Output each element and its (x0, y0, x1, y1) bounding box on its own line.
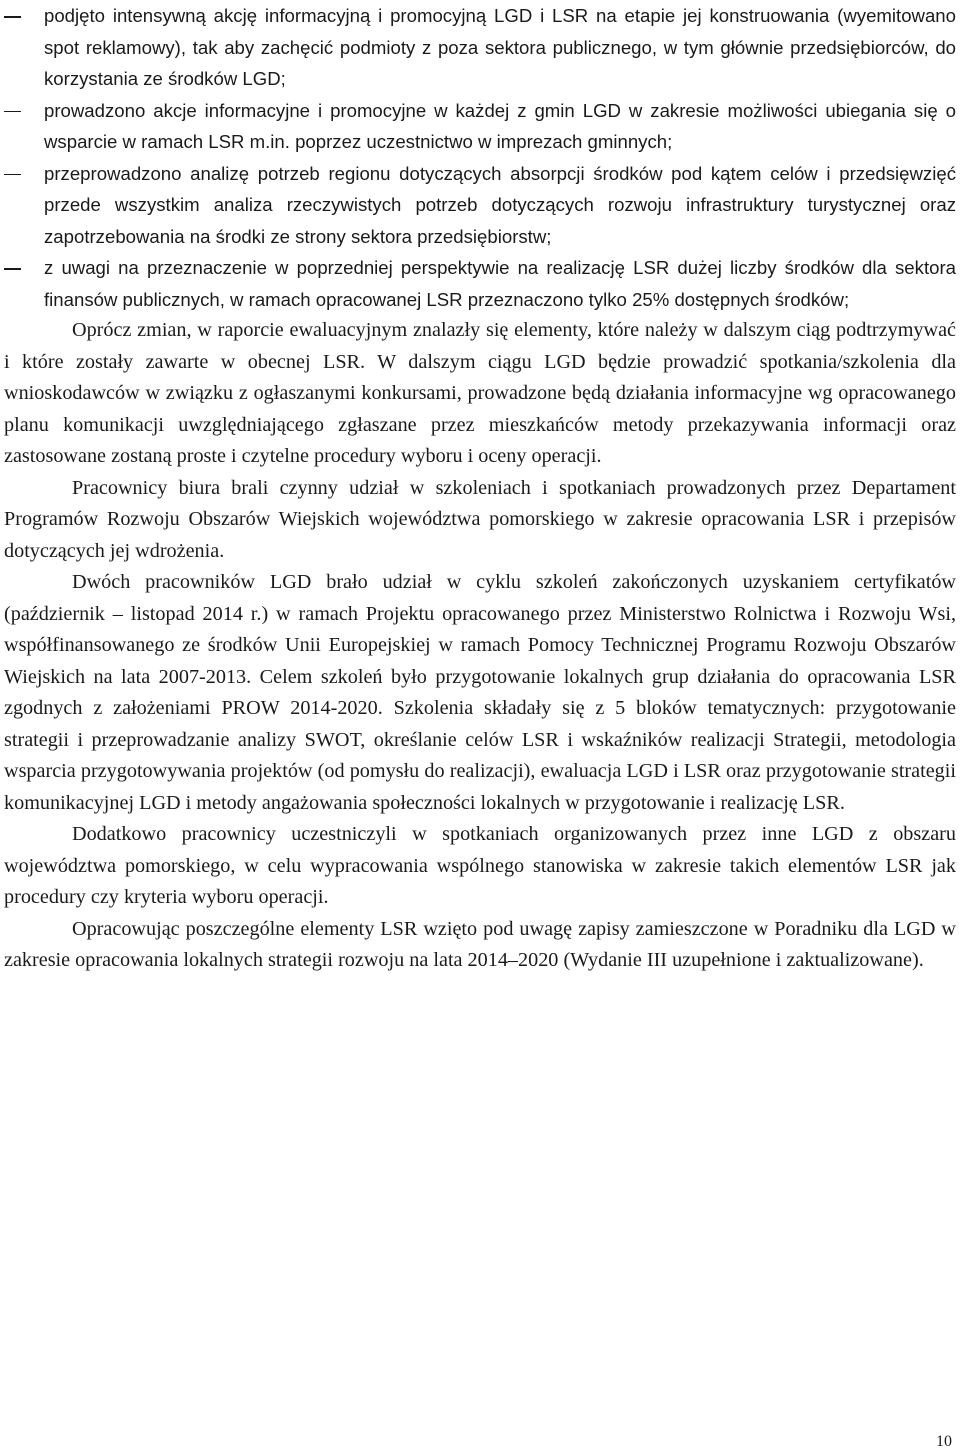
bullet-list (4, 0, 956, 315)
paragraph-meetings: Dodatkowo pracownicy uczestniczyli w spotkaniach organizowanych przez inne LGD z obszaru województwa pomorskiego, w celu wypracowania wspólnego stanowiska w zakresie takich elementów LSR jak procedury czy kryteria wyboru operacji. (4, 823, 956, 908)
paragraph-guide: Opracowując poszczególne elementy LSR wzięto pod uwagę zapisy zamieszczone w Poradniku dla LGD w zakresie opracowania lokalnych strategii rozwoju na lata 2014–2020 (Wydanie III uzupełnione i zaktualizowane). (4, 917, 956, 971)
paragraph-evaluation: Oprócz zmian, w raporcie ewaluacyjnym znalazły się elementy, które należy w dalszym ciąg podtrzymywać i które zostały zawarte w obecnej LSR. W dalszym ciągu LGD będzie prowadzić spotkania/szkolenia dla wnioskodawców w związku z ogłaszanymi konkursami, prowadzone będą działania informacyjne wg opracowanego planu komunikacji uwzględniającego zgłaszane przez mieszkańców metody przekazywania informacji oraz zastosowane zostaną proste i czytelne procedury wyboru i oceny operacji. (4, 319, 956, 467)
list-item-text: z uwagi na przeznaczenie w poprzedniej perspektywie na realizację LSR dużej liczby środków dla sektora finansów publicznych, w ramach opracowanej LSR przeznaczono tylko 25% dostępnych środków; (44, 257, 956, 310)
dash-bullet-icon (4, 268, 21, 270)
list-item (4, 0, 956, 95)
paragraph-office-staff: Pracownicy biura brali czynny udział w szkoleniach i spotkaniach prowadzonych przez Departament Programów Rozwoju Obszarów Wiejskich województwa pomorskiego w zakresie opracowania LSR i przepisów dotyczących jej wdrożenia. (4, 476, 956, 562)
document-page (4, 0, 956, 977)
dash-bullet-icon (4, 111, 21, 113)
list-item (4, 158, 956, 253)
list-item (4, 95, 956, 158)
dash-bullet-icon (4, 174, 21, 176)
list-item-text: podjęto intensywną akcję informacyjną i promocyjną LGD i LSR na etapie jej konstruowania (wyemitowano spot reklamowy), tak aby zachęcić podmioty z poza sektora publicznego, w tym głównie przedsiębiorców, do korzystania ze środków LGD; (44, 5, 956, 89)
list-item-text: prowadzono akcje informacyjne i promocyjne w każdej z gmin LGD w zakresie możliwości ubiegania się o wsparcie w ramach LSR m.in. poprzez uczestnictwo w imprezach gminnych; (44, 99, 956, 152)
paragraph-training: Dwóch pracowników LGD brało udział w cyklu szkoleń zakończonych uzyskaniem certyfikatów (październik – listopad 2014 r.) w ramach Projektu opracowanego przez Ministerstwo Rolnictwa i Rozwoju Wsi, współfinansowanego ze środków Unii Europejskiej w ramach Pomocy Technicznej Programu Rozwoju Obszarów Wiejskich na lata 2007-2013. Celem szkoleń było przygotowanie lokalnych grup działania do opracowania LSR zgodnych z założeniami PROW 2014-2020. Szkolenia składały się z 5 bloków tematycznych: przygotowanie strategii i przeprowadzanie analizy SWOT, określanie celów LSR i wskaźników realizacji Strategii, metodologia wsparcia przygotowywania projektów (od pomysłu do realizacji), ewaluacja LGD i LSR oraz przygotowanie strategii komunikacyjnej LGD i metody angażowania społeczności lokalnych w przygotowanie i realizację LSR. (4, 571, 956, 814)
list-item-text: przeprowadzono analizę potrzeb regionu dotyczących absorpcji środków pod kątem celów i przedsięwzięć przede wszystkim analiza rzeczywistych potrzeb dotyczących rozwoju infrastruktury turystycznej oraz zapotrzebowania na środki ze strony sektora przedsiębiorstw; (44, 162, 956, 247)
page-number: 10 (936, 1433, 952, 1450)
list-item (4, 252, 956, 315)
dash-bullet-icon (4, 16, 21, 18)
